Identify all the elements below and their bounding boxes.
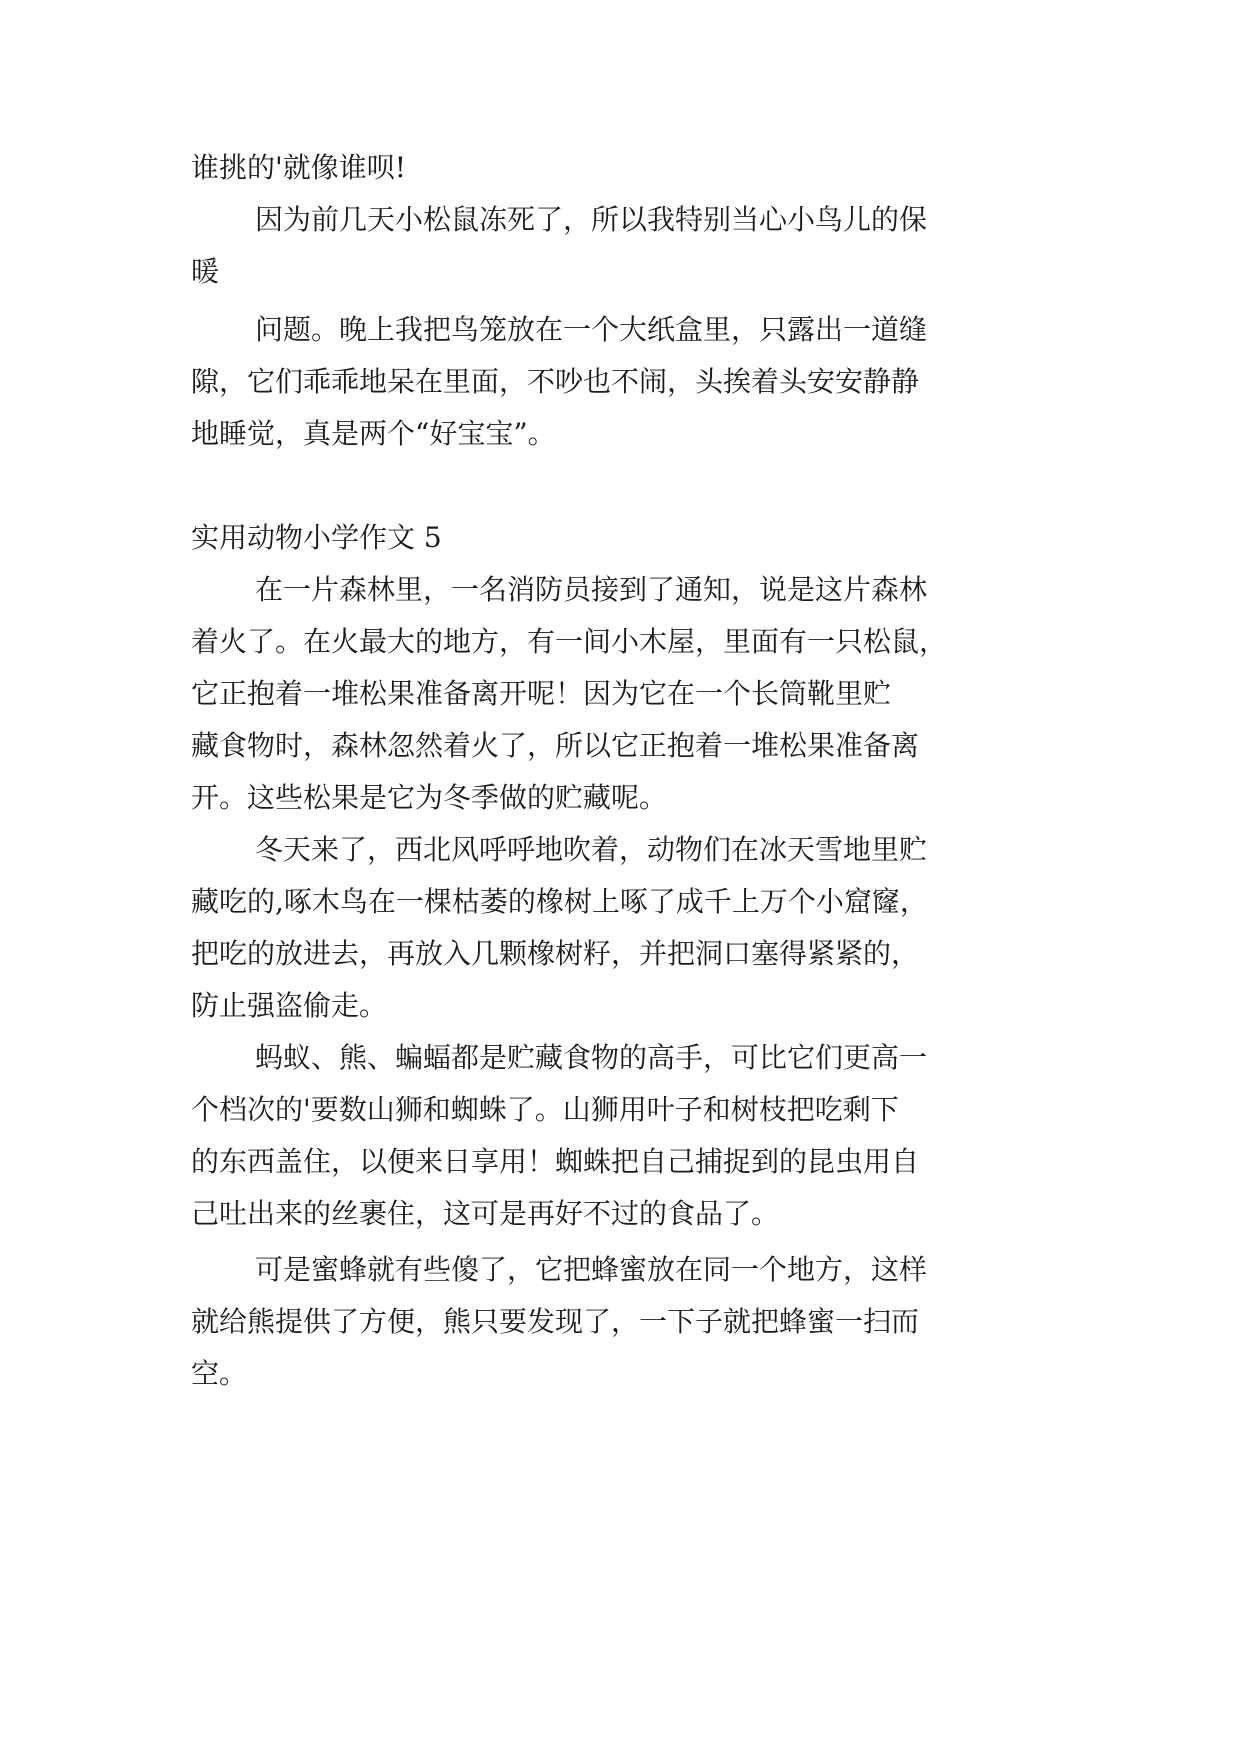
text-line: 它正抱着一堆松果准备离开呢！因为它在一个长筒靴里贮 (191, 677, 892, 710)
text-line: 防止强盗偷走。 (191, 989, 388, 1022)
text-line: 在一片森林里，一名消防员接到了通知，说是这片森林 (255, 573, 928, 606)
text-line: 地睡觉，真是两个“好宝宝”。 (191, 417, 556, 450)
text-line: 着火了。在火最大的地方，有一间小木屋，里面有一只松鼠， (191, 625, 948, 658)
text-line: 开。这些松果是它为冬季做的贮藏呢。 (191, 781, 668, 814)
section-heading: 实用动物小学作文 5 (191, 521, 442, 554)
text-line: 空。 (191, 1357, 248, 1390)
text-line: 暖 (191, 255, 220, 288)
text-line: 个档次的'要数山狮和蜘蛛了。山狮用叶子和树枝把吃剩下 (191, 1093, 899, 1126)
text-line: 问题。晚上我把鸟笼放在一个大纸盒里，只露出一道缝 (255, 313, 928, 346)
text-line: 的东西盖住，以便来日享用！蜘蛛把自己捕捉到的昆虫用自 (191, 1145, 920, 1178)
text-line: 蚂蚁、熊、蝙蝠都是贮藏食物的高手，可比它们更高一 (255, 1041, 928, 1074)
text-line: 谁挑的'就像谁呗! (191, 151, 406, 184)
text-line: 藏食物时，森林忽然着火了，所以它正抱着一堆松果准备离 (191, 729, 920, 762)
text-line: 就给熊提供了方便，熊只要发现了，一下子就把蜂蜜一扫而 (191, 1305, 920, 1338)
text-line: 冬天来了，西北风呼呼地吹着，动物们在冰天雪地里贮 (255, 833, 928, 866)
text-line: 隙，它们乖乖地呆在里面，不吵也不闹，头挨着头安安静静 (191, 365, 920, 398)
text-line: 己吐出来的丝裹住，这可是再好不过的食品了。 (191, 1197, 780, 1230)
text-line: 可是蜜蜂就有些傻了，它把蜂蜜放在同一个地方，这样 (255, 1253, 928, 1286)
text-line: 把吃的放进去，再放入几颗橡树籽，并把洞口塞得紧紧的， (191, 937, 920, 970)
text-line: 藏吃的,啄木鸟在一棵枯萎的橡树上啄了成千上万个小窟窿， (191, 885, 928, 918)
text-line: 因为前几天小松鼠冻死了，所以我特别当心小鸟儿的保 (255, 203, 928, 236)
